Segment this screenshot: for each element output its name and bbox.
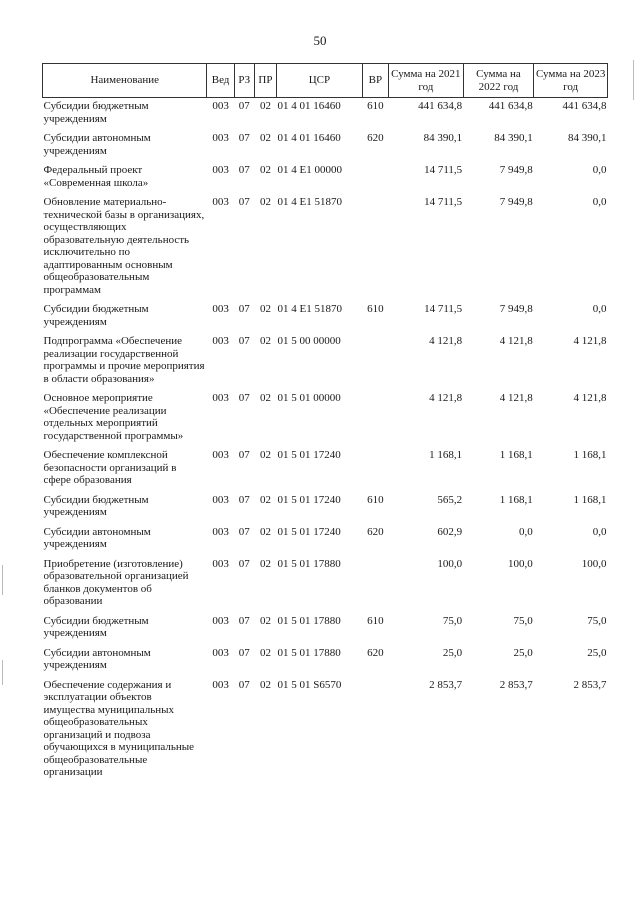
row-csr: 01 5 01 17240 [277,449,341,461]
table-row [43,390,608,447]
row-sum-2022: 75,0 [513,614,533,627]
row-sum-2023: 0,0 [592,196,607,208]
row-sum-2021: 14 711,5 [424,303,463,315]
row-pr: 02 [259,449,271,461]
row-sum-2022: 7 949,8 [499,196,533,208]
row-sum-2021: 84 390,1 [423,132,463,144]
row-rz: 07 [238,196,250,208]
row-ved: 003 [212,493,229,506]
row-sum-2022: 84 390,1 [494,132,533,144]
row-rz: 07 [238,614,250,627]
row-sum-2021: 4 121,8 [429,335,463,347]
row-pr: 02 [259,493,271,506]
row-name: Федеральный проект «Современная школа» [43,164,149,189]
row-vr: 620 [367,646,384,659]
row-rz: 07 [238,303,250,315]
row-sum-2021: 25,0 [442,646,463,659]
row-ved: 003 [212,196,229,208]
row-ved: 003 [212,614,229,627]
row-sum-2021: 441 634,8 [418,100,463,112]
row-name: Субсидии бюджетным учреждениям [43,614,149,639]
row-ved: 003 [212,303,229,315]
row-rz: 07 [238,100,250,112]
row-pr: 02 [259,678,271,691]
row-csr: 01 4 01 16460 [277,132,341,144]
row-sum-2023: 0,0 [592,164,607,176]
scan-edge-mark [633,60,634,100]
row-ved: 003 [212,525,229,538]
row-sum-2023: 4 121,8 [573,335,607,347]
row-ved: 003 [212,100,229,112]
row-csr: 01 5 01 17240 [277,493,341,506]
row-sum-2021: 2 853,7 [429,678,463,691]
page-number: 50 [313,33,327,48]
table-row [43,613,608,645]
scan-edge-mark [2,565,3,595]
row-csr: 01 5 01 17880 [277,614,341,627]
table-row [43,130,608,162]
row-rz: 07 [238,449,250,461]
header-sum-2022: Сумма на 2022 год [463,64,534,98]
row-vr [362,556,388,613]
row-name: Субсидии автономным учреждениям [43,525,151,550]
table-body [43,98,608,784]
row-rz: 07 [238,164,250,176]
row-pr: 02 [259,525,271,538]
row-sum-2022: 25,0 [513,646,533,659]
row-rz: 07 [238,525,250,538]
row-name: Подпрограмма «Обеспечение реализации государственной программы и прочие мероприятия в области образования» [43,335,205,385]
row-csr: 01 4 E1 00000 [277,164,343,176]
row-csr: 01 4 E1 51870 [277,196,343,208]
row-csr: 01 5 00 00000 [277,335,341,347]
row-name: Субсидии бюджетным учреждениям [43,303,149,328]
row-vr [362,390,388,447]
row-pr: 02 [259,557,271,570]
row-csr: 01 5 01 17880 [277,557,341,570]
budget-table [42,63,608,784]
row-sum-2023: 0,0 [592,525,607,538]
row-ved: 003 [212,164,229,176]
scan-edge-mark [2,660,3,685]
row-csr: 01 5 01 00000 [277,392,341,404]
row-sum-2021: 100,0 [437,557,463,570]
table-row [43,492,608,524]
header-pr: ПР [254,64,276,98]
header-ved: Вед [207,64,234,98]
row-pr: 02 [259,614,271,627]
row-sum-2021: 565,2 [437,493,463,506]
row-ved: 003 [212,646,229,659]
row-sum-2021: 14 711,5 [424,196,463,208]
row-vr [362,194,388,301]
row-name: Обеспечение содержания и эксплуатации объектов имущества муниципальных общеобразовательных организаций и подвоза обучающихся в муниципальные общеобразовательные организации [43,678,195,778]
row-sum-2022: 7 949,8 [499,164,533,176]
row-vr: 610 [367,493,384,506]
row-ved: 003 [212,678,229,691]
header-name: Наименование [43,64,207,98]
header-sum-2021: Сумма на 2021 год [389,64,464,98]
row-vr: 610 [367,100,384,112]
row-sum-2022: 2 853,7 [499,678,533,691]
row-csr: 01 5 01 S6570 [277,678,342,691]
row-sum-2021: 14 711,5 [424,164,463,176]
row-vr: 620 [367,132,384,144]
row-vr: 610 [367,303,384,315]
table-header-row [43,64,608,98]
row-sum-2023: 75,0 [587,614,607,627]
row-name: Субсидии бюджетным учреждениям [43,493,149,518]
row-pr: 02 [259,196,271,208]
row-name: Субсидии бюджетным учреждениям [43,100,149,125]
row-sum-2023: 25,0 [587,646,607,659]
row-sum-2023: 4 121,8 [573,392,607,404]
row-sum-2023: 441 634,8 [562,100,607,112]
row-rz: 07 [238,392,250,404]
row-sum-2021: 602,9 [437,525,463,538]
row-vr: 610 [367,614,384,627]
row-ved: 003 [212,449,229,461]
header-csr: ЦСР [277,64,363,98]
table-row [43,301,608,333]
row-pr: 02 [259,100,271,112]
row-vr [362,162,388,194]
row-sum-2022: 7 949,8 [499,303,533,315]
table-row [43,677,608,784]
row-name: Обновление материально-технической базы в организациях, осуществляющих образовательную деятельность исключительно по адаптированным основным общеобразовательным программам [43,196,205,296]
row-pr: 02 [259,392,271,404]
table-row [43,194,608,301]
row-sum-2023: 100,0 [581,557,607,570]
row-name: Субсидии автономным учреждениям [43,646,151,671]
header-rz: РЗ [234,64,254,98]
row-ved: 003 [212,557,229,570]
row-sum-2023: 0,0 [592,303,607,315]
row-sum-2022: 4 121,8 [499,335,533,347]
row-name: Субсидии автономным учреждениям [43,132,151,157]
row-csr: 01 5 01 17880 [277,646,341,659]
header-sum-2023: Сумма на 2023 год [534,64,608,98]
table-row [43,162,608,194]
row-sum-2023: 1 168,1 [573,449,607,461]
row-pr: 02 [259,164,271,176]
row-ved: 003 [212,335,229,347]
header-vr: ВР [362,64,388,98]
row-sum-2023: 2 853,7 [573,678,607,691]
row-sum-2021: 1 168,1 [429,449,463,461]
row-sum-2022: 1 168,1 [499,493,533,506]
row-sum-2022: 1 168,1 [499,449,533,461]
row-vr [362,333,388,390]
row-ved: 003 [212,392,229,404]
table-row [43,447,608,492]
row-csr: 01 5 01 17240 [277,525,341,538]
row-csr: 01 4 01 16460 [277,100,341,112]
row-sum-2021: 75,0 [442,614,463,627]
row-pr: 02 [259,303,271,315]
row-sum-2022: 4 121,8 [499,392,533,404]
row-sum-2023: 84 390,1 [568,132,607,144]
row-pr: 02 [259,646,271,659]
table-row [43,524,608,556]
table-row [43,645,608,677]
row-pr: 02 [259,132,271,144]
row-sum-2022: 0,0 [519,525,533,538]
row-rz: 07 [238,132,250,144]
row-name: Обеспечение комплексной безопасности организаций в сфере образования [43,449,177,486]
table-row [43,556,608,613]
row-rz: 07 [238,646,250,659]
row-csr: 01 4 E1 51870 [277,303,343,315]
row-rz: 07 [238,557,250,570]
row-rz: 07 [238,493,250,506]
row-vr [362,677,388,784]
row-sum-2022: 441 634,8 [488,100,533,112]
row-name: Приобретение (изготовление) образовательной организацией бланков документов об образовании [43,557,189,607]
table-row [43,333,608,390]
row-rz: 07 [238,678,250,691]
row-ved: 003 [212,132,229,144]
row-name: Основное мероприятие «Обеспечение реализации отдельных мероприятий государственной программы» [43,392,184,442]
row-rz: 07 [238,335,250,347]
row-sum-2023: 1 168,1 [573,493,607,506]
row-vr: 620 [367,525,384,538]
row-sum-2022: 100,0 [508,557,533,570]
table-row [43,98,608,131]
row-vr [362,447,388,492]
row-sum-2021: 4 121,8 [429,392,463,404]
row-pr: 02 [259,335,271,347]
